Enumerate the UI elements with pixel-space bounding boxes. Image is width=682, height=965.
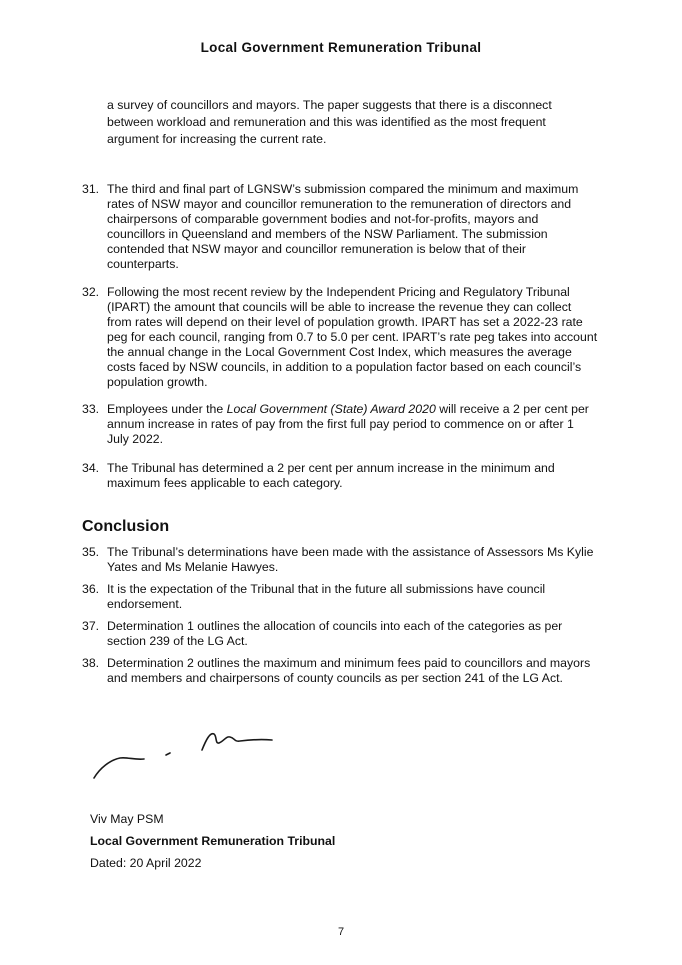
date-line: Dated: 20 April 2022 [90, 856, 202, 870]
page-header-title: Local Government Remuneration Tribunal [200, 40, 482, 55]
paragraph-number: 37. [82, 619, 100, 633]
paragraph-text: Determination 1 outlines the allocation of councils into each of the categories as per section 239 of the LG Act. [107, 619, 563, 648]
page-number: 7 [337, 926, 345, 938]
paragraph-37 [82, 619, 598, 649]
paragraph-text: The third and final part of LGNSW’s submission compared the minimum and maximum rates of NSW mayor and councillor remuneration to the remuneration of directors and chairpersons of comparable government bodies and not-for-profits, mayors and councillors in Queensland and members of the NSW Parliament. The submission contended that NSW mayor and councillor remuneration is below that of their counterparts. [107, 182, 579, 271]
signatory-organisation: Local Government Remuneration Tribunal [90, 834, 336, 848]
paragraph-text: Determination 2 outlines the maximum and minimum fees paid to councillors and mayors and members and chairpersons of county councils as per section 241 of the LG Act. [107, 656, 591, 685]
paragraph-36 [82, 582, 598, 612]
paragraph-number: 31. [82, 182, 100, 196]
paragraph-34 [82, 461, 598, 491]
paragraph-number: 33. [82, 402, 100, 416]
continuation-paragraph: a survey of councillors and mayors. The paper suggests that there is a disconnect between workload and remuneration and this was identified as the most frequent argument for increasing the current rate. [107, 98, 552, 146]
paragraph-number: 36. [82, 582, 100, 596]
paragraph-number: 32. [82, 285, 100, 299]
section-heading-conclusion: Conclusion [82, 518, 170, 535]
paragraph-32 [82, 285, 598, 390]
paragraph-number: 38. [82, 656, 100, 670]
paragraph-text: The Tribunal’s determinations have been made with the assistance of Assessors Ms Kylie Yates and Ms Melanie Hawyes. [107, 545, 594, 574]
paragraph-text: Employees under the Local Government (State) Award 2020 will receive a 2 per cent per annum increase in rates of pay from the first full pay period to commence on or after 1 July 2022. [107, 402, 589, 446]
paragraph-38 [82, 656, 598, 686]
paragraph-number: 34. [82, 461, 100, 475]
paragraph-text: It is the expectation of the Tribunal that in the future all submissions have council endorsement. [107, 582, 546, 611]
paragraph-35 [82, 545, 598, 575]
signatory-name: Viv May PSM [90, 812, 164, 826]
paragraph-number: 35. [82, 545, 100, 559]
award-title: Local Government (State) Award 2020 [226, 402, 436, 416]
paragraph-33 [82, 402, 598, 447]
handwritten-signature [88, 722, 288, 787]
paragraph-text: Following the most recent review by the Independent Pricing and Regulatory Tribunal (IPART) the amount that councils will be able to increase the revenue they can collect from rates will depend on their level of population growth. IPART has set a 2022-23 rate peg for each council, ranging from 0.7 to 5.0 per cent. IPART’s rate peg takes into account the annual change in the Local Government Cost Index, which measures the average costs faced by NSW councils, in addition to a population factor based on each council’s population growth. [107, 285, 598, 389]
paragraph-31 [82, 182, 598, 272]
paragraph-text: The Tribunal has determined a 2 per cent per annum increase in the minimum and maximum fees applicable to each category. [107, 461, 555, 490]
